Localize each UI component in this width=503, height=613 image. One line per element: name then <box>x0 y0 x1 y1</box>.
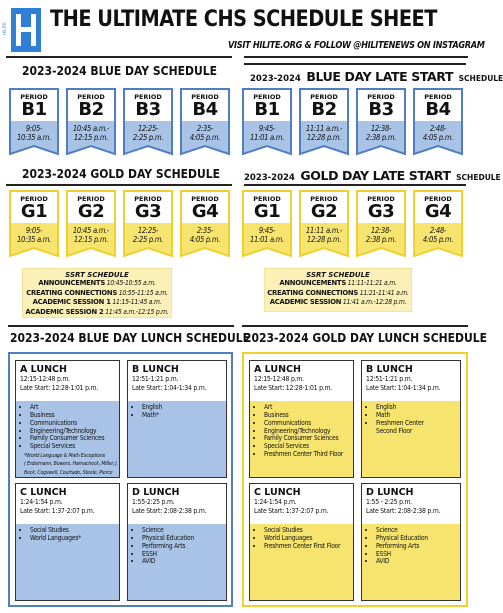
period-time: 2:35- 4:05 p.m. <box>189 124 221 142</box>
period-flag <box>123 88 173 157</box>
lunch-time: 1:55-2:25 p.m. <box>132 498 175 506</box>
lunch-late-time: Late Start: 1:37-2:07 p.m. <box>254 506 329 515</box>
period-label: PERIOD <box>253 195 281 203</box>
lunch-dept-item: • Performing Arts <box>142 543 226 551</box>
ssrt-title: SSRT SCHEDULE <box>65 271 129 279</box>
lunch-name: D LUNCH <box>366 487 414 498</box>
lunch-box <box>127 360 227 478</box>
ssrt-line-label: ANNOUNCEMENTS <box>38 279 105 287</box>
lunch-content <box>250 364 353 459</box>
ssrt-line-time: 10:55-11:15 a.m. <box>118 288 168 297</box>
ssrt-line-time: 10:45-10:55 a.m. <box>106 279 156 287</box>
ssrt-line <box>265 279 411 289</box>
lunch-content <box>250 487 353 551</box>
lunch-note: ( Erdelmann, Bowers, Hamacheck, Miller, J. <box>24 461 118 468</box>
hilite-logo <box>5 6 43 54</box>
lunch-box <box>249 360 354 478</box>
lunch-dept-list <box>250 527 353 550</box>
lunch-dept-item: • Family Consumer Sciences <box>30 435 119 443</box>
period-label: PERIOD <box>310 195 338 203</box>
lunch-time: 12:15-12:48 p.m. <box>254 375 304 383</box>
blue-lunch-title: 2023-2024 BLUE DAY LUNCH SCHEDULE <box>10 331 251 345</box>
period-label: PERIOD <box>20 93 48 101</box>
divider <box>244 56 468 58</box>
lunch-dept-item: • Science <box>376 527 460 535</box>
lunch-dept-item: • Business <box>30 412 119 420</box>
period-time: 12:25- 2:25 p.m. <box>132 124 164 142</box>
period-code: B1 <box>21 99 47 120</box>
period-time: 9:45- 11:01 a.m. <box>249 226 285 244</box>
lunch-dept-item: • Engineering/Technology <box>30 428 119 436</box>
period-label: PERIOD <box>367 195 395 203</box>
lunch-dept-item: • ESSH <box>376 551 460 559</box>
period-code: G2 <box>77 201 105 222</box>
lunch-dept-item: • Freshmen Center First Floor <box>264 543 353 551</box>
lunch-time: 12:51-1:21 p.m. <box>132 375 179 383</box>
period-flag <box>9 88 59 157</box>
ssrt-line-label: ACADEMIC SESSION <box>269 298 342 306</box>
ssrt-title: SSRT SCHEDULE <box>306 271 370 279</box>
gold-lunch-panel <box>242 352 468 607</box>
period-flag <box>413 88 463 157</box>
lunch-dept-item: • Social Studies <box>264 527 353 535</box>
period-flag <box>242 190 292 259</box>
period-flag <box>413 190 463 259</box>
ssrt-line-label: CREATING CONNECTIONS <box>26 288 117 297</box>
lunch-late-time: Late Start: 1:37-2:07 p.m. <box>20 506 95 515</box>
lunch-time: 12:51-1:21 p.m. <box>366 375 413 383</box>
period-time: 10:45 a.m.- 12:15 p.m. <box>72 226 110 244</box>
period-code: B2 <box>78 99 104 120</box>
gold-lunch-title: 2023-2024 GOLD DAY LUNCH SCHEDULE <box>244 331 488 345</box>
period-code: G3 <box>134 201 162 222</box>
lunch-content <box>16 364 119 476</box>
period-time: 9:05- 10:35 a.m. <box>16 226 52 244</box>
lunch-note: *World Language & Math Exceptions <box>24 452 105 459</box>
ssrt-line-time: 11:11-11:21 a.m. <box>347 279 397 287</box>
lunch-box <box>361 483 461 601</box>
period-code: G4 <box>191 201 219 222</box>
period-label: PERIOD <box>424 195 452 203</box>
period-flag <box>66 88 116 157</box>
period-flag <box>9 190 59 259</box>
period-code: G2 <box>310 201 338 222</box>
period-label: PERIOD <box>367 93 395 101</box>
lunch-name: C LUNCH <box>254 487 301 498</box>
period-label: PERIOD <box>134 93 162 101</box>
ssrt-box-blue <box>22 268 172 318</box>
lunch-late-time: Late Start: 1:04-1:34 p.m. <box>132 383 207 392</box>
period-flag <box>356 190 406 259</box>
period-label: PERIOD <box>77 93 105 101</box>
lunch-late-time: Late Start: 1:04-1:34 p.m. <box>366 383 441 392</box>
lunch-dept-item: • World Languages <box>264 535 353 543</box>
lunch-dept-item: • Engineering/Technology <box>264 428 353 436</box>
lunch-box <box>127 483 227 601</box>
lunch-dept-item: • Freshmen Center Second Floor <box>376 420 460 436</box>
ssrt-line <box>265 298 411 308</box>
ssrt-line-time: 11:45 a.m.-12:15 p.m. <box>105 307 169 316</box>
period-code: B1 <box>254 99 280 120</box>
period-flag <box>66 190 116 259</box>
lunch-dept-item: • Art <box>30 404 119 412</box>
period-code: B2 <box>311 99 337 120</box>
lunch-late-time: Late Start: 2:08-2:38 p.m. <box>132 506 207 515</box>
lunch-dept-item: • Math <box>376 412 460 420</box>
period-time: 11:11 a.m.- 12:28 p.m. <box>305 124 343 142</box>
period-label: PERIOD <box>134 195 162 203</box>
ssrt-line-label: ACADEMIC SESSION 1 <box>32 298 111 306</box>
lunch-content <box>362 364 460 435</box>
lunch-dept-item: • Special Services <box>30 443 119 451</box>
blue-day-title: 2023-2024 BLUE DAY SCHEDULE <box>22 64 217 78</box>
gold-late-title: 2023-2024 GOLD DAY LATE START SCHEDULE <box>244 168 501 183</box>
period-code: G1 <box>253 201 281 222</box>
lunch-dept-list <box>362 527 460 566</box>
divider <box>6 56 232 58</box>
ssrt-line-time: 11:21-11:41 a.m. <box>359 288 409 297</box>
ssrt-line-label: CREATING CONNECTIONS <box>267 288 358 297</box>
lunch-dept-item: • Communications <box>264 420 353 428</box>
period-time: 12:25- 2:25 p.m. <box>132 226 164 244</box>
ssrt-line <box>265 289 411 299</box>
period-time: 10:45 a.m.- 12:15 p.m. <box>72 124 110 142</box>
lunch-dept-item: • Science <box>142 527 226 535</box>
lunch-dept-item: • Art <box>264 404 353 412</box>
lunch-dept-item: • World Languages* <box>30 535 119 543</box>
lunch-dept-item: • Freshmen Center Third Floor <box>264 451 353 459</box>
lunch-time: 12:15-12:48 p.m. <box>20 375 70 383</box>
lunch-name: B LUNCH <box>366 364 413 375</box>
lunch-dept-item: • ESSH <box>142 551 226 559</box>
period-label: PERIOD <box>424 93 452 101</box>
lunch-dept-list <box>250 404 353 459</box>
ssrt-line <box>23 289 171 299</box>
period-code: G4 <box>424 201 452 222</box>
lunch-dept-item: • Performing Arts <box>376 543 460 551</box>
lunch-dept-item: • Math* <box>142 412 226 420</box>
period-code: B3 <box>135 99 161 120</box>
logo-side-text: HILITE <box>1 22 7 35</box>
ssrt-box-late <box>264 268 412 312</box>
lunch-name: A LUNCH <box>254 364 301 375</box>
period-flag <box>180 88 230 157</box>
lunch-note: Beck, Cogswell, Courtade, Steele, Pierce <box>24 469 113 476</box>
period-flag <box>299 88 349 157</box>
lunch-dept-item: • Family Consumer Sciences <box>264 435 353 443</box>
period-label: PERIOD <box>310 93 338 101</box>
lunch-time: 1:55 - 2:25 p.m. <box>366 498 413 506</box>
page-title: THE ULTIMATE CHS SCHEDULE SHEET <box>50 6 437 32</box>
period-flag <box>356 88 406 157</box>
lunch-dept-list <box>128 404 226 420</box>
lunch-dept-item: • Physical Education <box>376 535 460 543</box>
ssrt-line <box>23 279 171 289</box>
period-time: 12:38- 2:38 p.m. <box>365 124 397 142</box>
lunch-dept-item: • Social Studies <box>30 527 119 535</box>
lunch-dept-item: • Business <box>264 412 353 420</box>
period-code: G3 <box>367 201 395 222</box>
period-flag <box>242 88 292 157</box>
divider <box>244 184 466 186</box>
lunch-dept-item: • Communications <box>30 420 119 428</box>
lunch-box <box>15 360 120 478</box>
divider <box>242 325 468 327</box>
lunch-dept-item: • English <box>376 404 460 412</box>
period-label: PERIOD <box>20 195 48 203</box>
period-time: 2:35- 4:05 p.m. <box>189 226 221 244</box>
lunch-late-time: Late Start: 2:08-2:38 p.m. <box>366 506 441 515</box>
lunch-time: 1:24-1:54 p.m. <box>20 498 63 506</box>
lunch-dept-item: • Special Services <box>264 443 353 451</box>
lunch-box <box>361 360 461 478</box>
divider <box>6 184 232 186</box>
lunch-dept-list <box>128 527 226 566</box>
lunch-name: B LUNCH <box>132 364 179 375</box>
period-code: B4 <box>192 99 218 120</box>
period-flag <box>180 190 230 259</box>
ssrt-line-label: ACADEMIC SESSION 2 <box>25 307 104 316</box>
period-time: 11:11 a.m.- 12:28 p.m. <box>305 226 343 244</box>
lunch-content <box>362 487 460 566</box>
period-flag <box>299 190 349 259</box>
lunch-dept-item: • AVID <box>376 558 460 566</box>
ssrt-line-label: ANNOUNCEMENTS <box>279 279 346 287</box>
period-code: G1 <box>20 201 48 222</box>
lunch-dept-list <box>16 404 119 451</box>
lunch-name: A LUNCH <box>20 364 67 375</box>
period-time: 9:05- 10:35 a.m. <box>16 124 52 142</box>
period-label: PERIOD <box>253 93 281 101</box>
lunch-content <box>128 364 226 420</box>
period-label: PERIOD <box>191 195 219 203</box>
period-flag <box>123 190 173 259</box>
ssrt-line <box>23 298 171 308</box>
lunch-name: C LUNCH <box>20 487 67 498</box>
lunch-dept-list <box>362 404 460 435</box>
page-subtitle: VISIT HILITE.ORG & FOLLOW @HILITENEWS ON INSTAGRAM <box>228 40 485 51</box>
lunch-time: 1:24-1:54 p.m. <box>254 498 297 506</box>
lunch-box <box>249 483 354 601</box>
lunch-dept-list <box>16 527 119 543</box>
lunch-late-time: Late Start: 12:28-1:01 p.m. <box>20 383 99 392</box>
lunch-name: D LUNCH <box>132 487 180 498</box>
lunch-dept-item: • English <box>142 404 226 412</box>
ssrt-line-time: 11:15-11:45 a.m. <box>112 298 162 306</box>
lunch-dept-item: • AVID <box>142 558 226 566</box>
lunch-late-time: Late Start: 12:28-1:01 p.m. <box>254 383 333 392</box>
period-time: 2:48- 4:05 p.m. <box>422 226 454 244</box>
gold-day-title: 2023-2024 GOLD DAY SCHEDULE <box>22 167 220 181</box>
lunch-box <box>15 483 120 601</box>
blue-late-title: 2023-2024 BLUE DAY LATE START SCHEDULE <box>250 69 503 84</box>
lunch-content <box>128 487 226 566</box>
period-time: 2:48- 4:05 p.m. <box>422 124 454 142</box>
period-label: PERIOD <box>191 93 219 101</box>
period-time: 12:38- 2:38 p.m. <box>365 226 397 244</box>
ssrt-line-time: 11:41 a.m.-12:28 p.m. <box>342 298 407 306</box>
lunch-dept-item: • Physical Education <box>142 535 226 543</box>
ssrt-line <box>23 308 171 318</box>
period-time: 9:45- 11:01 a.m. <box>249 124 285 142</box>
period-code: B3 <box>368 99 394 120</box>
period-code: B4 <box>425 99 451 120</box>
divider <box>8 325 234 327</box>
blue-lunch-panel <box>8 352 233 607</box>
period-label: PERIOD <box>77 195 105 203</box>
lunch-content <box>16 487 119 543</box>
divider <box>244 63 466 65</box>
